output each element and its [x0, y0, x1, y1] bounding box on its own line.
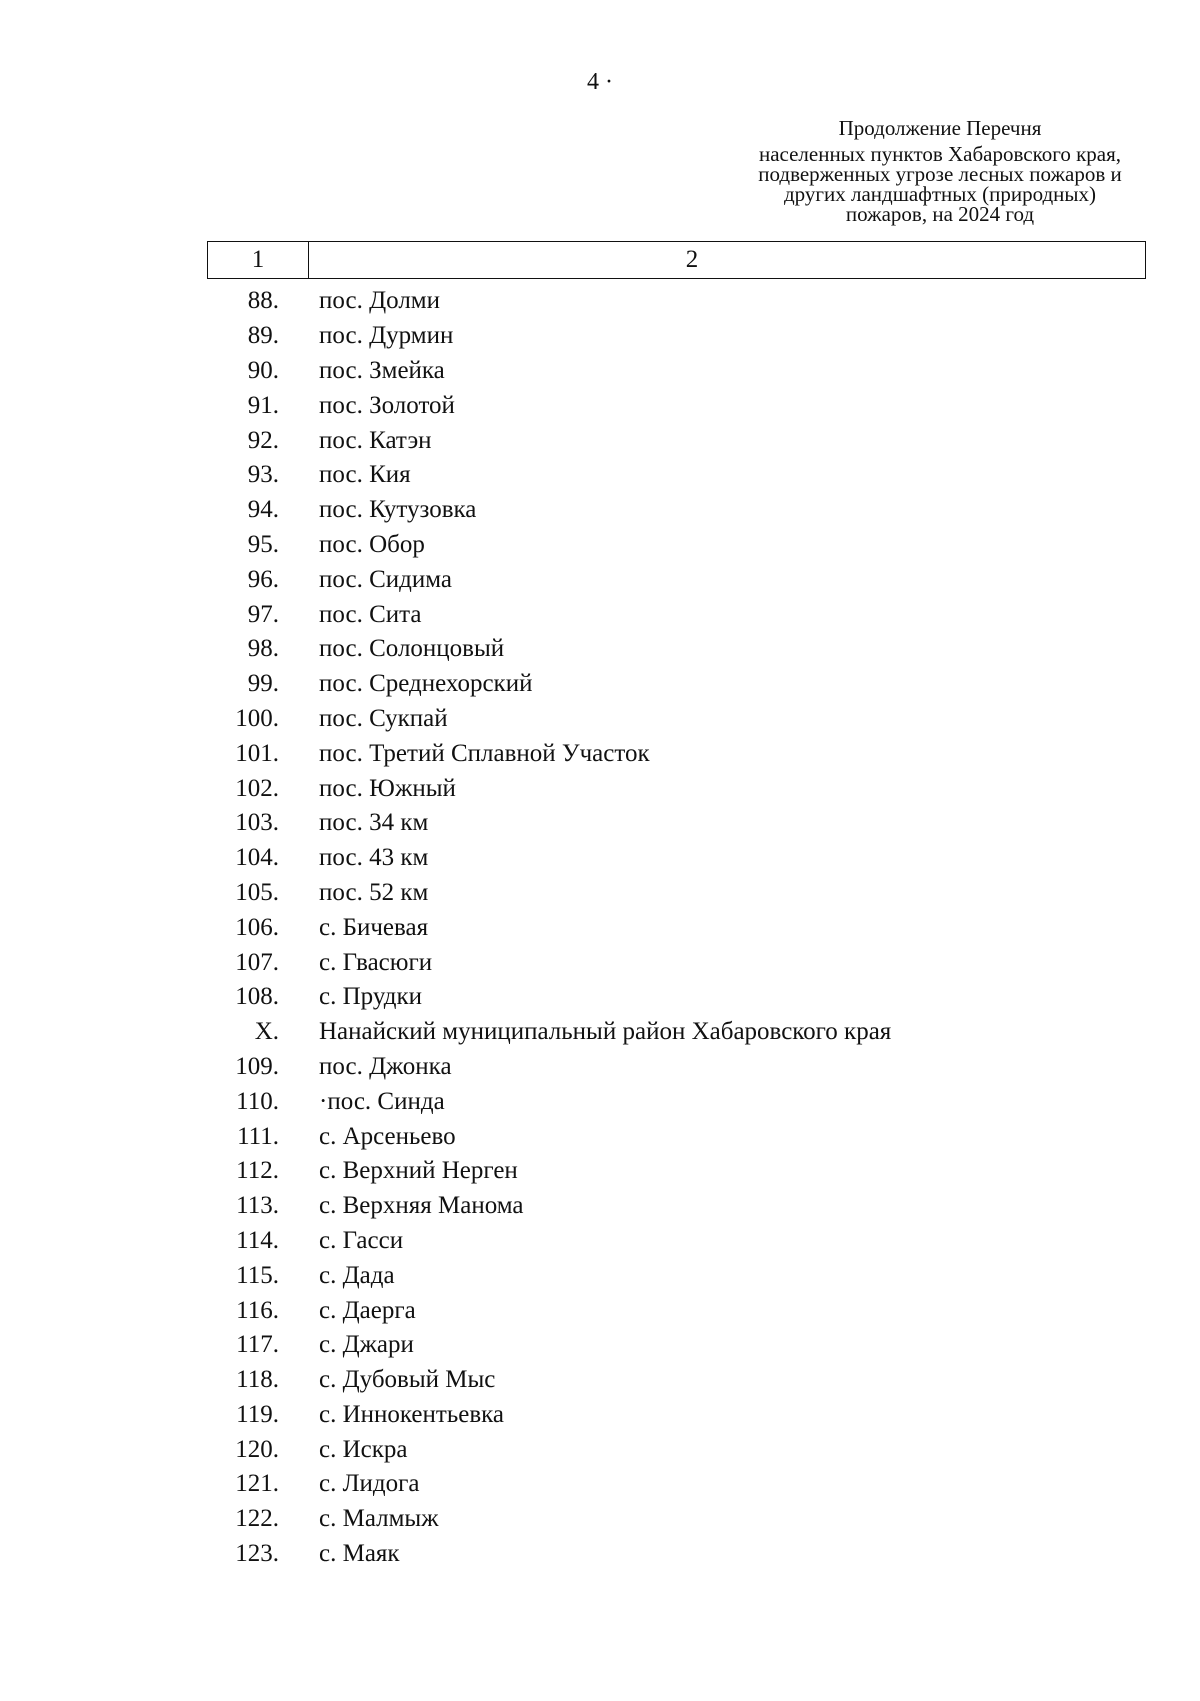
table-row [207, 1363, 1146, 1398]
row-settlement-name: с. Искра [319, 1435, 408, 1463]
table-header-col-2: 2 [685, 246, 699, 273]
row-settlement-name: пос. Кия [319, 461, 411, 489]
table-header-col-1: 1 [208, 242, 309, 278]
table-row [207, 632, 1146, 667]
table-row [207, 841, 1146, 876]
row-number: 116. [236, 1296, 279, 1324]
row-number: 113. [236, 1192, 279, 1220]
table-row [207, 806, 1146, 841]
row-settlement-name: с. Бичевая [319, 913, 429, 941]
row-number: 111. [237, 1122, 279, 1150]
row-settlement-name: пос. Джонка [319, 1052, 452, 1080]
row-number: 103. [235, 809, 279, 837]
row-number: 121. [235, 1470, 279, 1498]
page-number: 4 · [587, 69, 613, 95]
row-number: 107. [235, 948, 279, 976]
row-settlement-name: с. Даерга [319, 1296, 416, 1324]
table-row [207, 1467, 1146, 1502]
table-row [207, 1189, 1146, 1224]
row-settlement-name: пос. Катэн [319, 426, 432, 454]
row-number: 117. [236, 1331, 279, 1359]
table-row [207, 1224, 1146, 1259]
table-row [207, 423, 1146, 458]
table-row [207, 562, 1146, 597]
row-number: 105. [235, 878, 279, 906]
row-number: 91. [247, 391, 279, 419]
row-number: 96. [247, 565, 279, 593]
row-number: 104. [235, 844, 279, 872]
row-settlement-name: пос. Кутузовка [319, 496, 477, 524]
row-number: 94. [247, 496, 279, 524]
row-settlement-name: пос. Среднехорский [319, 670, 533, 698]
row-number: 102. [235, 774, 279, 802]
row-settlement-name: с. Лидога [319, 1470, 420, 1498]
table-row [207, 1537, 1146, 1572]
row-settlement-name: с. Иннокентьевка [319, 1400, 504, 1428]
row-number: 97. [247, 600, 279, 628]
row-settlement-name: с. Маяк [319, 1540, 400, 1568]
row-settlement-name: пос. Сукпай [319, 704, 448, 732]
row-settlement-name: с. Верхний Нерген [319, 1157, 518, 1185]
table-row [207, 1154, 1146, 1189]
table-row [207, 910, 1146, 945]
table-row [207, 736, 1146, 771]
row-number: 119. [236, 1400, 279, 1428]
table-row [207, 1398, 1146, 1433]
row-number: 122. [235, 1505, 279, 1533]
table-row [207, 1293, 1146, 1328]
row-number: 98. [247, 635, 279, 663]
row-settlement-name: пос. Третий Сплавной Участок [319, 739, 650, 767]
row-number: 88. [247, 287, 279, 315]
row-settlement-name: пос. Долми [319, 287, 440, 315]
row-settlement-name: с. Гасси [319, 1226, 404, 1254]
row-number: 92. [247, 426, 279, 454]
row-settlement-name: пос. 43 км [319, 844, 429, 872]
table-row [207, 284, 1146, 319]
row-settlement-name: пос. Змейка [319, 356, 445, 384]
row-number: 100. [235, 704, 279, 732]
settlement-list [207, 284, 1146, 1571]
table-row [207, 388, 1146, 423]
row-number: 89. [247, 322, 279, 350]
row-settlement-name: с. Дубовый Мыс [319, 1366, 496, 1394]
table-row [207, 1258, 1146, 1293]
row-settlement-name: с. Малмыж [319, 1505, 439, 1533]
table-row [207, 702, 1146, 737]
heading-line-2: населенных пунктов Хабаровского края, [758, 142, 1122, 166]
table-row [207, 980, 1146, 1015]
table-row [207, 493, 1146, 528]
row-number: 93. [247, 461, 279, 489]
row-number: 110. [236, 1087, 279, 1115]
row-settlement-name: с. Прудки [319, 983, 422, 1011]
row-number: 106. [235, 913, 279, 941]
row-number: 118. [236, 1366, 279, 1394]
row-number: 109. [235, 1052, 279, 1080]
row-settlement-name: пос. 52 км [319, 878, 429, 906]
row-settlement-name: с. Джари [319, 1331, 414, 1359]
table-row [207, 528, 1146, 563]
table-row [207, 319, 1146, 354]
row-number: 101. [235, 739, 279, 767]
row-number: 112. [236, 1157, 279, 1185]
heading-line-3: подверженных угрозе лесных пожаров и [758, 162, 1122, 186]
row-number: 115. [236, 1261, 279, 1289]
row-settlement-name: пос. Солонцовый [319, 635, 505, 663]
table-row [207, 1432, 1146, 1467]
table-row [207, 1084, 1146, 1119]
table-row [207, 1015, 1146, 1050]
table-row [207, 771, 1146, 806]
table-row [207, 945, 1146, 980]
row-settlement-name: пос. Золотой [319, 391, 455, 419]
table-row [207, 1328, 1146, 1363]
row-settlement-name: ·пос. Синда [319, 1087, 445, 1115]
table-header [207, 241, 1146, 279]
table-row [207, 1502, 1146, 1537]
row-number: X. [254, 1018, 279, 1046]
row-settlement-name: с. Верхняя Манома [319, 1192, 524, 1220]
row-settlement-name: пос. 34 км [319, 809, 429, 837]
row-settlement-name: Нанайский муниципальный район Хабаровского края [319, 1018, 892, 1046]
row-number: 114. [236, 1226, 279, 1254]
table-row [207, 597, 1146, 632]
row-settlement-name: с. Арсеньево [319, 1122, 456, 1150]
row-number: 120. [235, 1435, 279, 1463]
table-row [207, 354, 1146, 389]
row-number: 99. [247, 670, 279, 698]
table-row [207, 458, 1146, 493]
table-row [207, 667, 1146, 702]
row-settlement-name: пос. Южный [319, 774, 456, 802]
row-settlement-name: с. Дада [319, 1261, 395, 1289]
row-number: 90. [247, 356, 279, 384]
heading-line-1: Продолжение Перечня [838, 116, 1042, 140]
row-number: 123. [235, 1540, 279, 1568]
heading-line-5: пожаров, на 2024 год [845, 202, 1035, 226]
table-row [207, 1119, 1146, 1154]
table-row [207, 1050, 1146, 1085]
table-row [207, 876, 1146, 911]
row-settlement-name: с. Гвасюги [319, 948, 433, 976]
row-settlement-name: пос. Сидима [319, 565, 452, 593]
row-number: 108. [235, 983, 279, 1011]
row-number: 95. [247, 530, 279, 558]
row-settlement-name: пос. Сита [319, 600, 422, 628]
document-heading [705, 118, 1175, 224]
row-settlement-name: пос. Обор [319, 530, 425, 558]
heading-line-4: других ландшафтных (природных) [784, 182, 1096, 206]
row-settlement-name: пос. Дурмин [319, 322, 454, 350]
